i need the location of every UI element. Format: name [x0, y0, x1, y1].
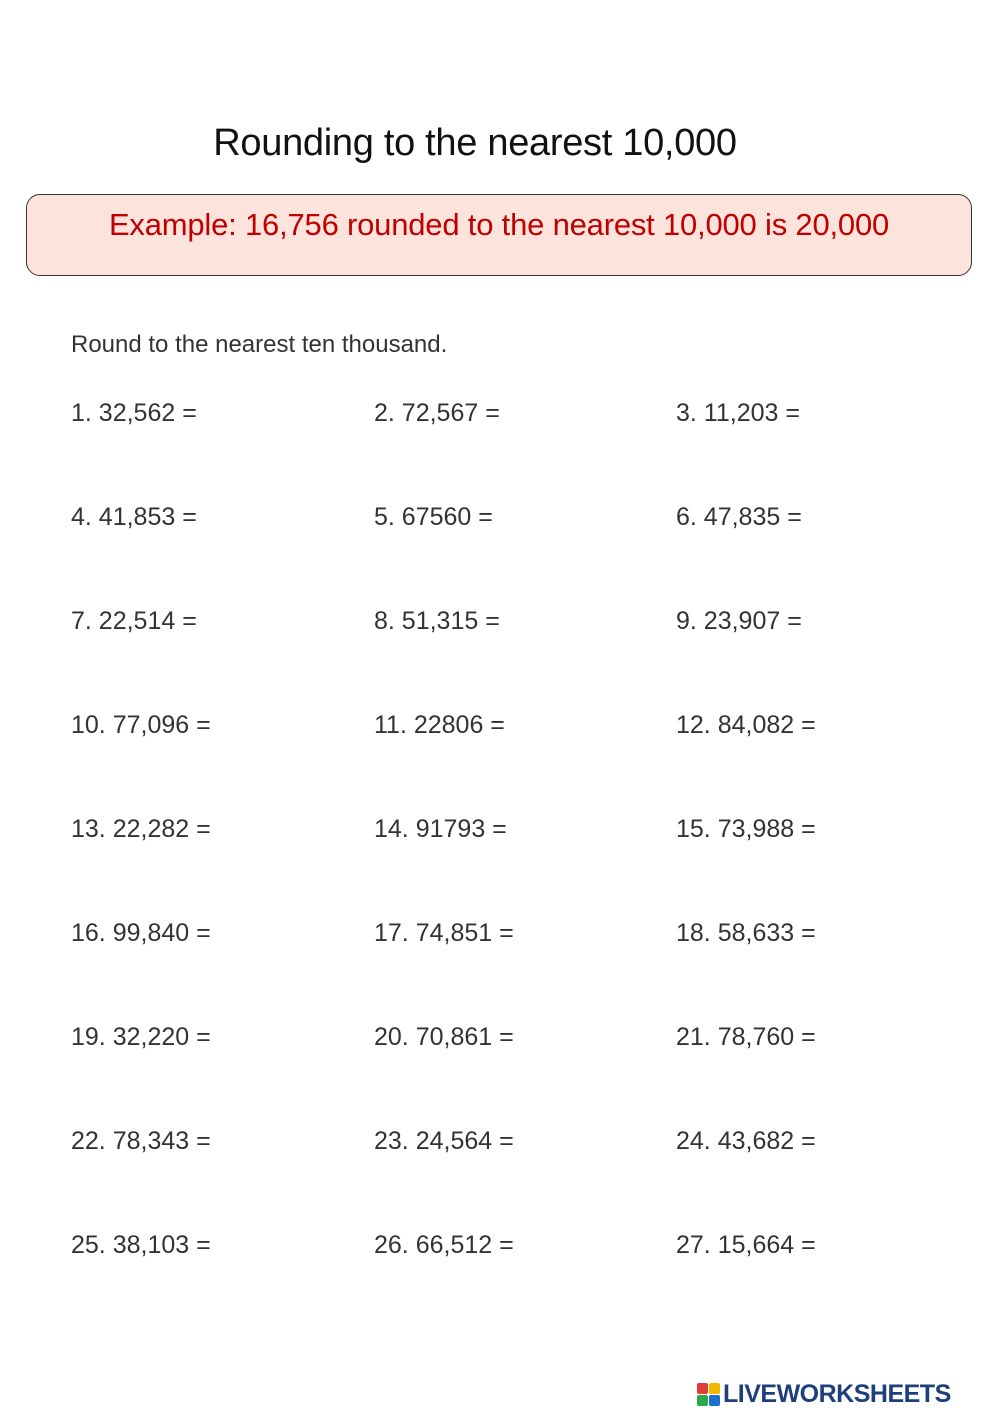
logo-square-yellow — [709, 1383, 720, 1394]
problem-item: 21. 78,760 = — [676, 1023, 816, 1051]
problem-item: 4. 41,853 = — [71, 503, 197, 531]
problem-item: 3. 11,203 = — [676, 399, 800, 427]
problem-item: 11. 22806 = — [374, 711, 505, 739]
problem-item: 16. 99,840 = — [71, 919, 211, 947]
problem-item: 5. 67560 = — [374, 503, 493, 531]
problem-item: 2. 72,567 = — [374, 399, 500, 427]
problem-item: 18. 58,633 = — [676, 919, 816, 947]
problem-item: 26. 66,512 = — [374, 1231, 514, 1259]
problem-item: 24. 43,682 = — [676, 1127, 816, 1155]
example-box — [26, 194, 972, 276]
problem-item: 13. 22,282 = — [71, 815, 211, 843]
problem-item: 8. 51,315 = — [374, 607, 500, 635]
problem-item: 14. 91793 = — [374, 815, 507, 843]
instruction-text: Round to the nearest ten thousand. — [71, 331, 448, 358]
problem-item: 23. 24,564 = — [374, 1127, 514, 1155]
worksheet-title: Rounding to the nearest 10,000 — [213, 122, 737, 164]
problem-item: 20. 70,861 = — [374, 1023, 514, 1051]
logo-square-red — [697, 1383, 708, 1394]
problem-item: 25. 38,103 = — [71, 1231, 211, 1259]
problem-item: 15. 73,988 = — [676, 815, 816, 843]
problem-item: 10. 77,096 = — [71, 711, 211, 739]
problem-item: 9. 23,907 = — [676, 607, 802, 635]
logo-square-blue — [709, 1395, 720, 1406]
logo-square-green — [697, 1395, 708, 1406]
problem-item: 7. 22,514 = — [71, 607, 197, 635]
watermark-text: LIVEWORKSHEETS — [723, 1379, 951, 1408]
problem-item: 17. 74,851 = — [374, 919, 514, 947]
problem-item: 19. 32,220 = — [71, 1023, 211, 1051]
liveworksheets-watermark — [697, 1380, 951, 1408]
problem-item: 22. 78,343 = — [71, 1127, 211, 1155]
example-text: Example: 16,756 rounded to the nearest 10,000 is 20,000 — [108, 207, 890, 242]
problem-item: 6. 47,835 = — [676, 503, 802, 531]
liveworksheets-logo-icon — [697, 1383, 720, 1406]
problem-item: 1. 32,562 = — [71, 399, 197, 427]
problem-item: 12. 84,082 = — [676, 711, 816, 739]
problem-item: 27. 15,664 = — [676, 1231, 816, 1259]
